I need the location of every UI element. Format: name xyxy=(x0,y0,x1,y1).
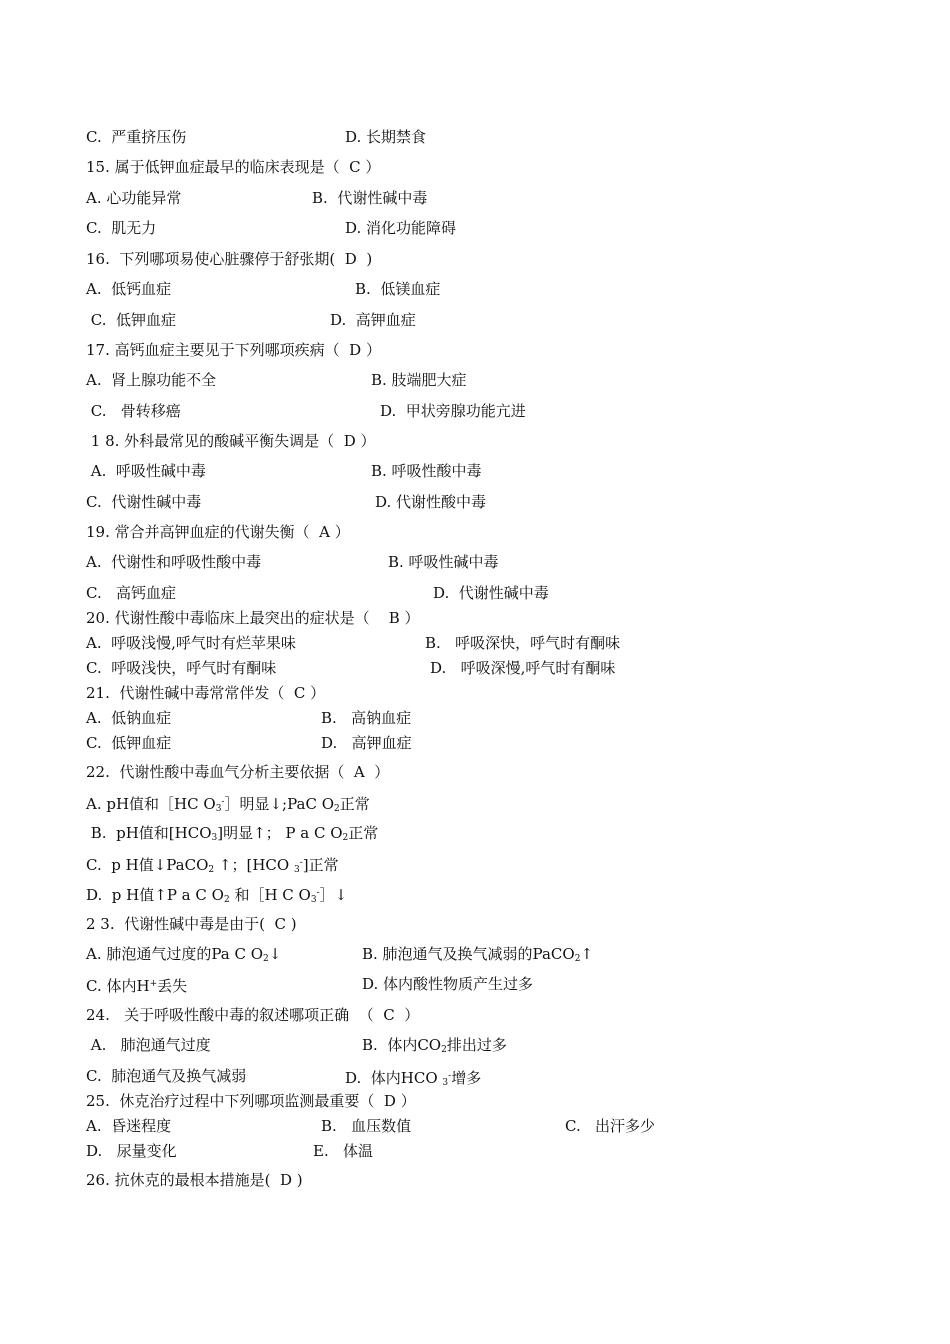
text-line-l25-0: B. pH值和$[HCO_3]$明显↑； P a C $O_2$正常 xyxy=(86,824,379,843)
text-line-l01-1: D. 长期禁食 xyxy=(345,128,427,146)
text-line-l19-0: C. 呼吸浅快，呼气时有酮味 xyxy=(86,659,277,677)
text-line-l36-0: D. 尿量变化 xyxy=(86,1142,177,1160)
text-line-l15-0: A. 代谢性和呼吸性酸中毒 xyxy=(86,553,262,571)
text-line-l11-0: 1 8. 外科最常见的酸碱平衡失调是（ D ） xyxy=(86,432,376,450)
text-line-l24-0: A. pH值和［HC $O_3^-]$明显↓;PaC $O_2$正常 xyxy=(86,795,370,814)
text-line-l27-0: D. p H值↑P a C $O_2$ 和［H C $O_3^-]↓$ xyxy=(86,886,348,905)
text-line-l18-1: B. 呼吸深快，呼气时有酮味 xyxy=(425,634,621,652)
text-line-l15-1: B. 呼吸性碱中毒 xyxy=(388,553,499,571)
text-line-l32-0: A. 肺泡通气过度 xyxy=(86,1036,211,1054)
text-line-l12-1: B. 呼吸性酸中毒 xyxy=(371,462,482,480)
text-line-l36-1: E. 体温 xyxy=(313,1142,374,1160)
text-line-l32-1: B. 体内$CO_2$排出过多 xyxy=(362,1036,507,1055)
text-line-l10-0: C. 骨转移癌 xyxy=(86,402,181,420)
text-line-l35-2: C. 出汗多少 xyxy=(565,1117,656,1135)
text-line-l29-0: A. 肺泡通气过度的Pa C $O_2↓$ xyxy=(86,945,282,964)
text-line-l26-0: C. p H值↓PaCO$_2$ ↑；[HCO $_3$-]正常 xyxy=(86,856,339,875)
text-line-l14-0: 19. 常合并高钾血症的代谢失衡（ A ） xyxy=(86,523,350,541)
text-line-l07-1: D. 高钾血症 xyxy=(330,311,416,329)
text-line-l13-1: D. 代谢性酸中毒 xyxy=(375,493,487,511)
text-line-l08-0: 17. 高钙血症主要见于下列哪项疾病（ D ） xyxy=(86,341,381,359)
text-line-l05-0: 16. 下列哪项易使心脏骤停于舒张期( D ) xyxy=(86,250,373,268)
text-line-l29-1: B. 肺泡通气及换气减弱的PaCO$_2$↑ xyxy=(362,945,594,964)
text-line-l18-0: A. 呼吸浅慢,呼气时有烂苹果味 xyxy=(86,634,296,652)
text-line-l21-1: B. 高钠血症 xyxy=(321,709,412,727)
text-line-l34-0: 25. 休克治疗过程中下列哪项监测最重要（ D ） xyxy=(86,1092,416,1110)
text-line-l22-0: C. 低钾血症 xyxy=(86,734,172,752)
text-line-l13-0: C. 代谢性碱中毒 xyxy=(86,493,202,511)
text-line-l21-0: A. 低钠血症 xyxy=(86,709,172,727)
text-line-l33-0: C. 肺泡通气及换气减弱 xyxy=(86,1067,247,1085)
text-line-l09-0: A. 肾上腺功能不全 xyxy=(86,371,217,389)
text-line-l01-0: C. 严重挤压伤 xyxy=(86,128,187,146)
text-line-l30-0: C. 体内H+丢失 xyxy=(86,977,188,995)
text-line-l35-0: A. 昏迷程度 xyxy=(86,1117,172,1135)
text-line-l03-0: A. 心功能异常 xyxy=(86,189,182,207)
text-line-l16-0: C. 高钙血症 xyxy=(86,584,177,602)
text-line-l33-1: D. 体内HCO $_3$-增多 xyxy=(345,1069,482,1088)
text-line-l17-0: 20. 代谢性酸中毒临床上最突出的症状是（ B ） xyxy=(86,609,420,627)
text-line-l16-1: D. 代谢性碱中毒 xyxy=(433,584,549,602)
text-line-l30-1: D. 体内酸性物质产生过多 xyxy=(362,975,534,993)
text-line-l10-1: D. 甲状旁腺功能亢进 xyxy=(380,402,526,420)
text-line-l09-1: B. 肢端肥大症 xyxy=(371,371,467,389)
text-line-l04-0: C. 肌无力 xyxy=(86,219,157,237)
text-line-l20-0: 21. 代谢性碱中毒常常伴发（ C ） xyxy=(86,684,326,702)
text-line-l31-0: 24. 关于呼吸性酸中毒的叙述哪项正确 （ C ） xyxy=(86,1006,420,1024)
text-line-l04-1: D. 消化功能障碍 xyxy=(345,219,457,237)
text-line-l07-0: C. 低钾血症 xyxy=(86,311,177,329)
text-line-l06-1: B. 低镁血症 xyxy=(355,280,441,298)
text-line-l19-1: D. 呼吸深慢,呼气时有酮味 xyxy=(430,659,616,677)
text-line-l03-1: B. 代谢性碱中毒 xyxy=(312,189,428,207)
text-line-l28-0: 2 3. 代谢性碱中毒是由于( C ) xyxy=(86,915,297,933)
text-line-l22-1: D. 高钾血症 xyxy=(321,734,412,752)
text-line-l35-1: B. 血压数值 xyxy=(321,1117,412,1135)
text-line-l37-0: 26. 抗休克的最根本措施是( D ) xyxy=(86,1171,303,1189)
text-line-l12-0: A. 呼吸性碱中毒 xyxy=(86,462,206,480)
text-line-l02-0: 15. 属于低钾血症最早的临床表现是（ C ） xyxy=(86,158,381,176)
text-line-l23-0: 22. 代谢性酸中毒血气分析主要依据（ A ） xyxy=(86,763,390,781)
text-line-l06-0: A. 低钙血症 xyxy=(86,280,172,298)
